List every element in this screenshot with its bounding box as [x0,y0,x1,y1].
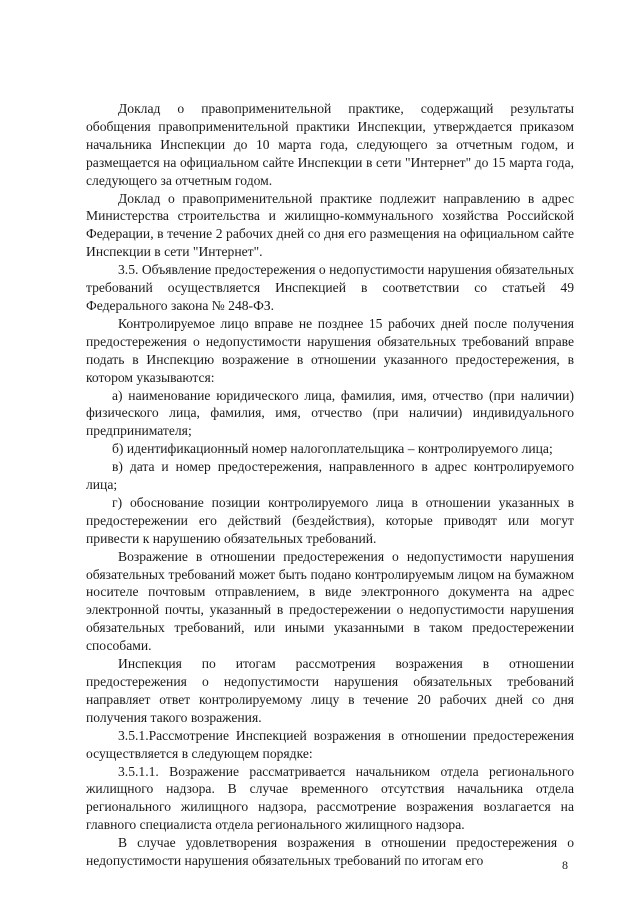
paragraph-objection-right: Контролируемое лицо вправе не позднее 15 рабочих дней после получения предостережения о недопустимости нарушения обязательных требований вправе подать в Инспекцию возражение в отношении указанного предостережения, в котором указываются: [86,315,574,385]
list-item-v: в) дата и номер предостережения, направленного в адрес контролируемого лица; [86,459,574,493]
paragraph-report-approval: Доклад о правоприменительной практике, содержащий результаты обобщения правоприменительной практики Инспекции, утверждается приказом начальника Инспекции до 10 марта года, следующего за отчетным годом, и размещается на официальном сайте Инспекции в сети "Интернет" до 15 марта года, следующего за отчетным годом. [86,101,574,188]
paragraph-3-5: 3.5. Объявление предостережения о недопустимости нарушения обязательных требований осуществляется Инспекцией в соответствии со статьей 49 Федерального закона № 248-ФЗ. [86,262,574,313]
list-item-g: г) обоснование позиции контролируемого лица в отношении указанных в предостережении его действий (бездействия), которые приводят или могут привести к нарушению обязательных требований. [86,494,574,546]
page-number: 8 [562,858,568,872]
paragraph-report-submission: Доклад о правоприменительной практике подлежит направлению в адрес Министерства строительства и жилищно-коммунального хозяйства Российской Федерации, в течение 2 рабочих дней со дня его размещения на официальном сайте Инспекции в сети "Интернет". [86,190,574,260]
paragraph-objection-submission: Возражение в отношении предостережения о недопустимости нарушения обязательных требований может быть подано контролируемым лицом на бумажном носителе почтовым отправлением, в виде электронного документа на адрес электронной почты, указанный в предостережении о недопустимости нарушения обязательных требований, или иными указанными в таком предостережении способами. [86,548,574,654]
body-text [86,100,574,870]
paragraph-3-5-1: 3.5.1.Рассмотрение Инспекцией возражения в отношении предостережения осуществляется в следующем порядке: [86,727,574,761]
list-item-a: а) наименование юридического лица, фамилия, имя, отчество (при наличии) физического лица, фамилия, имя, отчество (при наличии) индивидуального предпринимателя; [86,387,574,439]
list-item-b: б) идентификационный номер налогоплательщика – контролируемого лица; [112,441,553,457]
paragraph-3-5-1-1: 3.5.1.1. Возражение рассматривается начальником отдела регионального жилищного надзора. В случае временного отсутствия начальника отдела регионального жилищного надзора, рассмотрение возражения возлагается на главного специалиста отдела регионального жилищного надзора. [86,763,574,833]
paragraph-objection-satisfied: В случае удовлетворения возражения в отношении предостережения о недопустимости нарушения обязательных требований по итогам его [86,835,574,869]
paragraph-inspection-response: Инспекция по итогам рассмотрения возражения в отношении предостережения о недопустимости нарушения обязательных требований направляет ответ контролируемому лицу в течение 20 рабочих дней со дня получения такого возражения. [86,656,574,725]
